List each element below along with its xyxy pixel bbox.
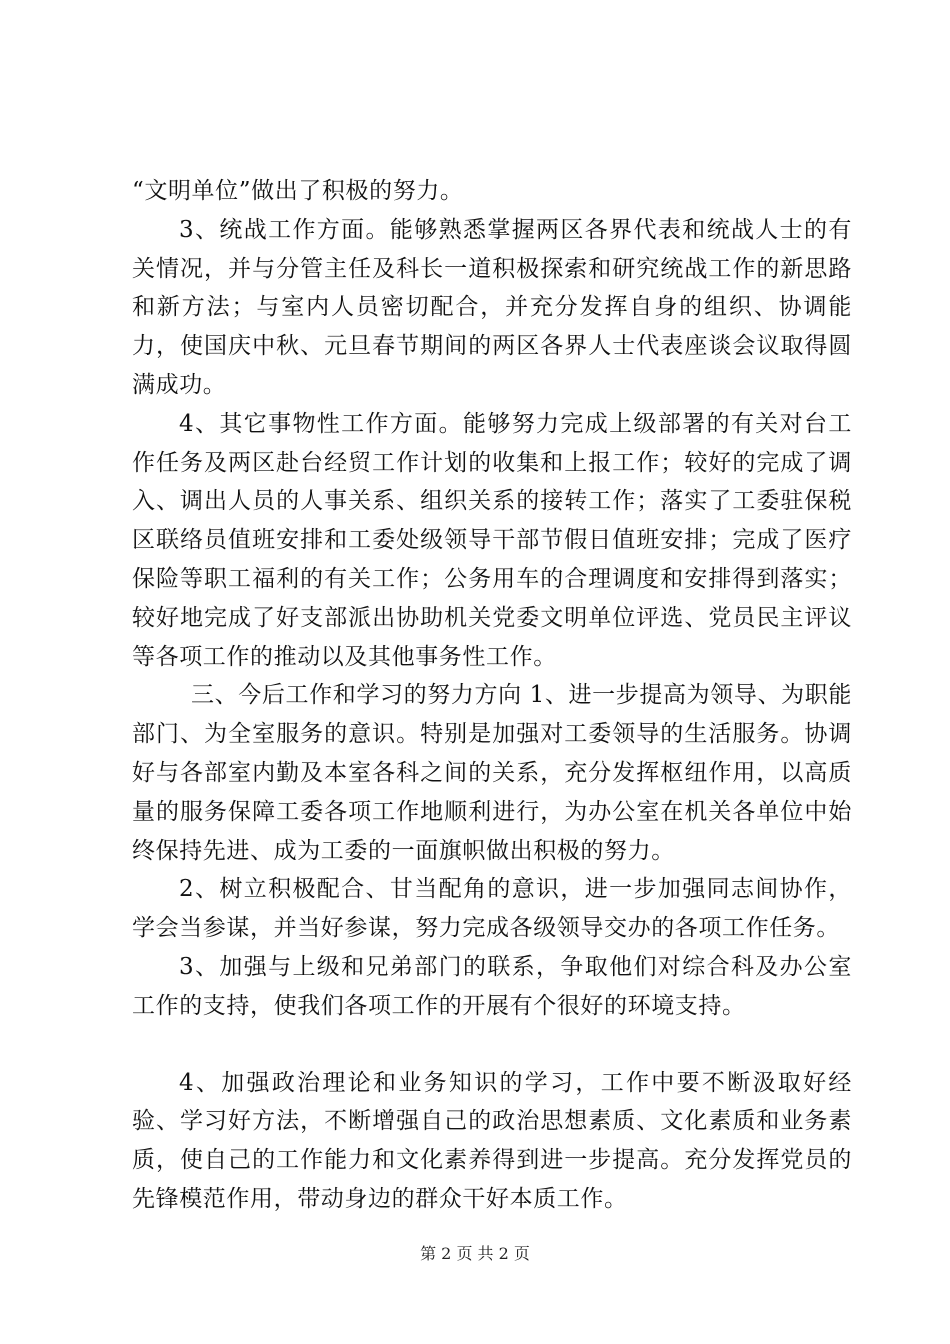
paragraph-cooperation: 2、树立积极配合、甘当配角的意识，进一步加强同志间协作，学会当参谋，并当好参谋，努力完成各级领导交办的各项工作任务。 (132, 876, 852, 942)
paragraph-external-liaison: 3、加强与上级和兄弟部门的联系，争取他们对综合科及办公室工作的支持，使我们各项工作的开展有个很好的环境支持。 (132, 953, 852, 1019)
paragraph-other-affairs: 4、其它事物性工作方面。能够努力完成上级部署的有关对台工作任务及两区赴台经贸工作计划的收集和上报工作；较好的完成了调入、调出人员的人事关系、组织关系的接转工作；落实了工委驻保税区联络员值班安排和工委处级领导干部节假日值班安排；完成了医疗保险等职工福利的有关工作；公务用车的合理调度和安排得到落实；较好地完成了好支部派出协助机关党委文明单位评选、党员民主评议等各项工作的推动以及其他事务性工作。 (132, 410, 852, 670)
paragraph-united-front-work: 3、统战工作方面。能够熟悉掌握两区各界代表和统战人士的有关情况，并与分管主任及科长一道积极探索和研究统战工作的新思路和新方法；与室内人员密切配合，并充分发挥自身的组织、协调能力，使国庆中秋、元旦春节期间的两区各界人士代表座谈会议取得圆满成功。 (132, 216, 852, 398)
document-body (132, 172, 852, 1219)
paragraph-future-direction: 三、今后工作和学习的努力方向 1、进一步提高为领导、为职能部门、为全室服务的意识。特别是加强对工委领导的生活服务。协调好与各部室内勤及本室各科之间的关系，充分发挥枢纽作用，以高质量的服务保障工委各项工作地顺利进行，为办公室在机关各单位中始终保持先进、成为工委的一面旗帜做出积极的努力。 (132, 682, 852, 864)
paragraph-study: 4、加强政治理论和业务知识的学习，工作中要不断汲取好经验、学习好方法，不断增强自己的政治思想素质、文化素质和业务素质，使自己的工作能力和文化素养得到进一步提高。充分发挥党员的先锋模范作用，带动身边的群众干好本质工作。 (132, 1069, 852, 1212)
paragraph-continuation: “文明单位”做出了积极的努力。 (132, 178, 464, 204)
page-number-footer: 第 2 页 共 2 页 (420, 1244, 530, 1263)
